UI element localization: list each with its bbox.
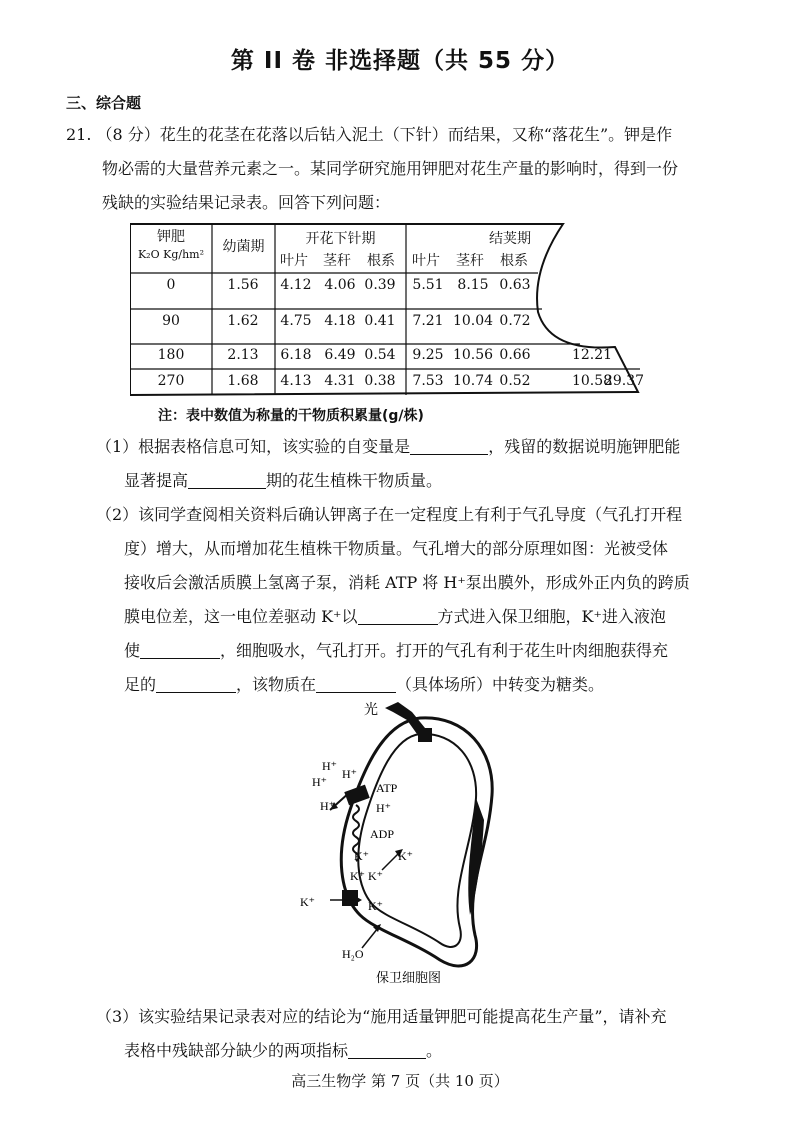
label-k-4: K⁺ (368, 869, 383, 883)
guard-cell-figure (290, 690, 520, 995)
table-cell: 10.74 (452, 373, 494, 389)
label-k-5: K⁺ (300, 895, 315, 909)
header-potash: 钾肥 K₂O Kg/hm² (137, 229, 205, 261)
label-light: 光 (364, 703, 378, 718)
table-cell: 0.41 (364, 313, 396, 329)
table-cell: 1.56 (227, 277, 259, 293)
table-cell: 0.38 (364, 373, 396, 389)
answer-blank-4[interactable] (140, 640, 220, 659)
table-cell: 0.39 (364, 277, 396, 293)
label-k-2: K⁺ (398, 849, 413, 863)
header-pod: 结荚期 (489, 231, 531, 247)
header-flowering: 开花下针期 (305, 231, 376, 247)
table-cell: 1.62 (227, 313, 259, 329)
answer-blank-2[interactable] (188, 470, 266, 489)
table-rows (130, 273, 650, 395)
table-cell: 4.18 (324, 313, 356, 329)
answer-blank-7[interactable] (348, 1040, 426, 1059)
label-h-5: H⁺ (376, 801, 391, 815)
label-water: H₂O (342, 947, 364, 961)
section-heading: 三、综合题 (66, 94, 142, 112)
table-cell: 6.18 (280, 347, 312, 363)
table-cell: 0 (166, 277, 176, 293)
table-cell: 10.56 (452, 347, 494, 363)
results-table-wrap: 钾肥 K₂O Kg/hm² 幼菌期 开花下针期 结荚期 叶片 茎秆 根系 叶片 茎秆 根系 0 1.56 4.12 4.06 0.39 5.51 8.15 0.63 90 1.62 4.75 4.18 0.41 7.21 10.04 0.72 180 2.13 6.18 6.49 0.54 9.25 10.56 0.66 12.21 270 1.68 4.13 4.31 0.38 7.53 10.74 0.52 10.58 29.37 (130, 222, 650, 400)
label-k-6: K⁺ (368, 899, 383, 913)
table-cell: 1.68 (227, 373, 259, 389)
table-note: 注：表中数值为称量的干物质积累量(g/株) (158, 408, 424, 424)
label-h-1: H⁺ (322, 759, 337, 773)
question-21-intro (66, 118, 678, 220)
answer-blank-3[interactable] (358, 606, 438, 625)
intro-line-1: 21. （8 分）花生的花茎在花落以后钻入泥土（下针）而结果，又称“落花生”。钾是作 (66, 125, 673, 144)
question-part-1: （1）根据表格信息可知，该实验的自变量是 ，残留的数据说明施钾肥能 显著提高 期的花生植株干物质量。 (96, 437, 681, 490)
label-h-3: H⁺ (312, 775, 327, 789)
label-k-3: K⁺ (350, 869, 365, 883)
label-h-2: H⁺ (342, 767, 357, 781)
table-cell: 7.53 (412, 373, 444, 389)
question-part-3: （3）该实验结果记录表对应的结论为“施用适量钾肥可能提高花生产量”，请补充 表格中残缺部分缺少的两项指标 。 (96, 1007, 667, 1060)
table-cell: 0.54 (364, 347, 396, 363)
table-cell: 4.06 (324, 277, 356, 293)
table-cell: 10.04 (452, 313, 494, 329)
table-cell: 270 (157, 373, 185, 389)
table-cell: 4.12 (280, 277, 312, 293)
answer-blank-1[interactable] (410, 436, 488, 455)
table-cell: 29.37 (603, 373, 645, 389)
label-k-1: K⁺ (354, 849, 369, 863)
table-cell: 0.72 (499, 313, 531, 329)
table-cell: 2.13 (227, 347, 259, 363)
table-cell: 0.66 (499, 347, 531, 363)
label-h-4: H⁺ (320, 799, 335, 813)
answer-blank-5[interactable] (156, 674, 236, 693)
question-part-2: （2）该同学查阅相关资料后确认钾离子在一定程度上有利于气孔导度（气孔打开程 度）增大，从而增加花生植株干物质量。气孔增大的部分原理如图：光被受体 接收后会激活质膜上氢离子泵，消耗 ATP 将 H⁺泵出膜外，形成外正内负的跨质 膜电位差，这一电位差驱动 K⁺以 方式进入保卫细胞，K⁺进入液泡 使 ，细胞吸水，气孔打开。打开的气孔有利于花生叶肉细胞获得充 足的 ，该物质在 （具体场所）中转变为糖类。 (96, 505, 690, 694)
water-arrow (362, 928, 378, 948)
light-receptor (418, 728, 432, 742)
page-title: 第 II 卷 非选择题（共 55 分） (230, 48, 570, 74)
header-seedling: 幼菌期 (222, 239, 265, 255)
table-cell: 0.63 (499, 277, 531, 293)
intro-line-3: 残缺的实验结果记录表。回答下列问题： (102, 193, 391, 212)
table-cell: 4.13 (280, 373, 312, 389)
table-cell: 5.51 (412, 277, 444, 293)
table-cell: 0.52 (499, 373, 531, 389)
table-cell: 12.21 (571, 347, 613, 363)
table-cell: 9.25 (412, 347, 444, 363)
figure-caption: 保卫细胞图 (376, 970, 442, 985)
page-footer: 高三生物学 第 7 页（共 10 页） (291, 1072, 509, 1090)
intro-line-2: 物必需的大量营养元素之一。某同学研究施用钾肥对花生产量的影响时，得到一份 (102, 159, 679, 178)
table-cell: 6.49 (324, 347, 356, 363)
table-cell: 4.31 (324, 373, 356, 389)
table-cell: 180 (157, 347, 185, 363)
table-cell: 8.15 (457, 277, 489, 293)
table-cell: 7.21 (412, 313, 444, 329)
table-cell: 10.58 (571, 373, 613, 389)
label-atp: ATP (376, 781, 398, 795)
table-cell: 90 (162, 313, 180, 329)
table-cell: 4.75 (280, 313, 312, 329)
label-adp: ADP (370, 827, 395, 841)
